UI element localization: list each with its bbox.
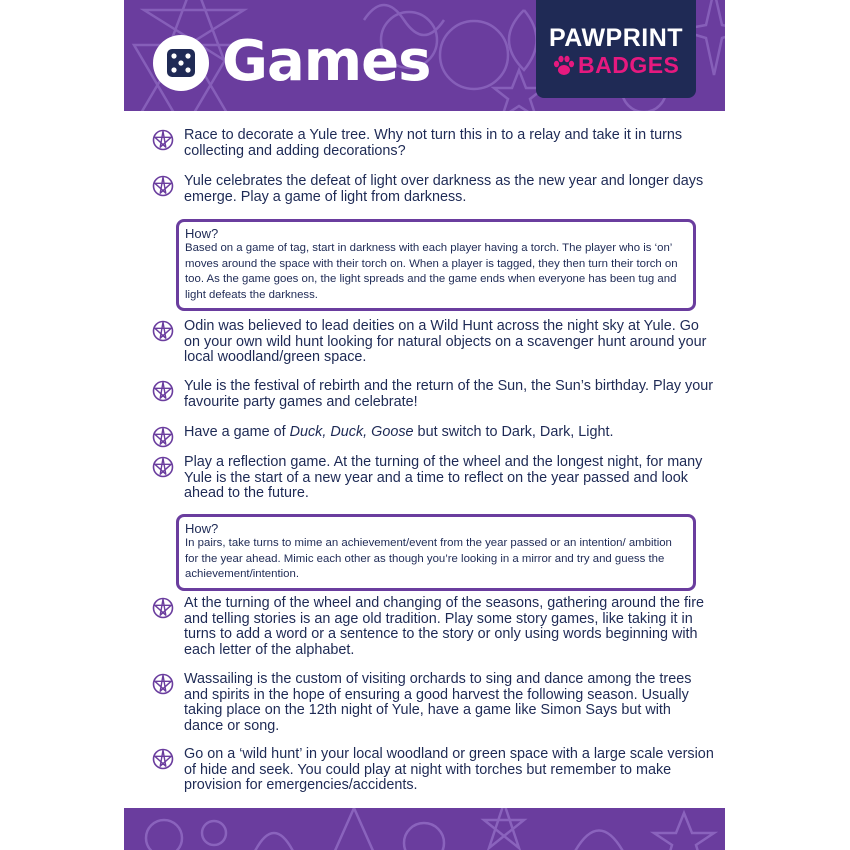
logo-line2-group (550, 52, 690, 82)
pentagram-icon (152, 129, 174, 151)
pentagram-icon (152, 456, 174, 478)
item-emphasis: Duck, Duck, Goose (289, 424, 414, 440)
pentagram-icon (152, 748, 174, 770)
list-item-text: Play a reflection game. At the turning of the wheel and the longest night, for many Yule is the start of a new year and a time to reflect on the year passed and look ahead to the future. (184, 454, 703, 501)
paw-icon (552, 54, 576, 78)
logo-line1: PAWPRINT (548, 24, 684, 52)
worksheet-page (124, 0, 725, 850)
list-item-text: Yule is the festival of rebirth and the return of the Sun, the Sun’s birthday. Play your favourite party games and celebrate! (184, 378, 714, 410)
how-body: Based on a game of tag, start in darkness with each player having a torch. The player who is ‘on’ moves around the space with their torch on. When a player is tagged, they then turn their torch on too. As the game goes on, the light spreads and the game ends when everyone has been tug and light defeats the darkness. (185, 242, 678, 301)
how-title: How? (185, 226, 219, 241)
list-item-text: Go on a ‘wild hunt’ in your local woodland or green space with a large scale version of hide and seek. You could play at night with torches but remember to make provision for emergencies/accidents. (184, 746, 714, 793)
pentagram-icon (152, 673, 174, 695)
dice-icon (152, 34, 210, 92)
pentagram-icon (152, 380, 174, 402)
list-item-text: Odin was believed to lead deities on a Wild Hunt across the night sky at Yule. Go on your own wild hunt looking for natural objects on a scavenger hunt around your local woodland/green space. (184, 318, 707, 365)
how-box (176, 219, 696, 311)
item-prefix: Have a game of (184, 424, 290, 440)
how-body: In pairs, take turns to mime an achievement/event from the year passed or an intention/ ambition for the year ahead. Mimic each other as though you’re looking in a mirror and try and guess the achievement/intention. (185, 537, 672, 580)
footer-banner (124, 808, 725, 850)
pentagram-icon (152, 426, 174, 448)
how-box (176, 514, 696, 591)
page-title: Games (222, 29, 431, 94)
item-suffix: but switch to Dark, Dark, Light. (413, 424, 614, 440)
logo-line2: BADGES (578, 52, 680, 78)
pentagram-icon (152, 320, 174, 342)
pentagram-icon (152, 597, 174, 619)
list-item-text (184, 425, 714, 441)
list-item-text: At the turning of the wheel and changing of the seasons, gathering around the fire and telling stories is an age old tradition. Play some story games, like taking it in turns to add a word or a sentence to the story or only using words beginning with each letter of the alphabet. (184, 595, 705, 658)
list-item-text: Yule celebrates the defeat of light over darkness as the new year and longer days emerge. Play a game of light from darkness. (184, 173, 704, 205)
header-banner (124, 0, 725, 111)
how-title: How? (185, 521, 219, 536)
footer-decoration (124, 808, 725, 850)
list-item-text: Race to decorate a Yule tree. Why not turn this in to a relay and take it in turns collecting and adding decorations? (184, 127, 683, 159)
list-item-text: Wassailing is the custom of visiting orchards to sing and dance among the trees and spirits in the hope of ensuring a good harvest the following season. Usually taking place on the 12th night of Yule, have a game like Simon Says but with dance or song. (184, 671, 692, 734)
pentagram-icon (152, 175, 174, 197)
pawprint-badges-logo (536, 0, 696, 98)
